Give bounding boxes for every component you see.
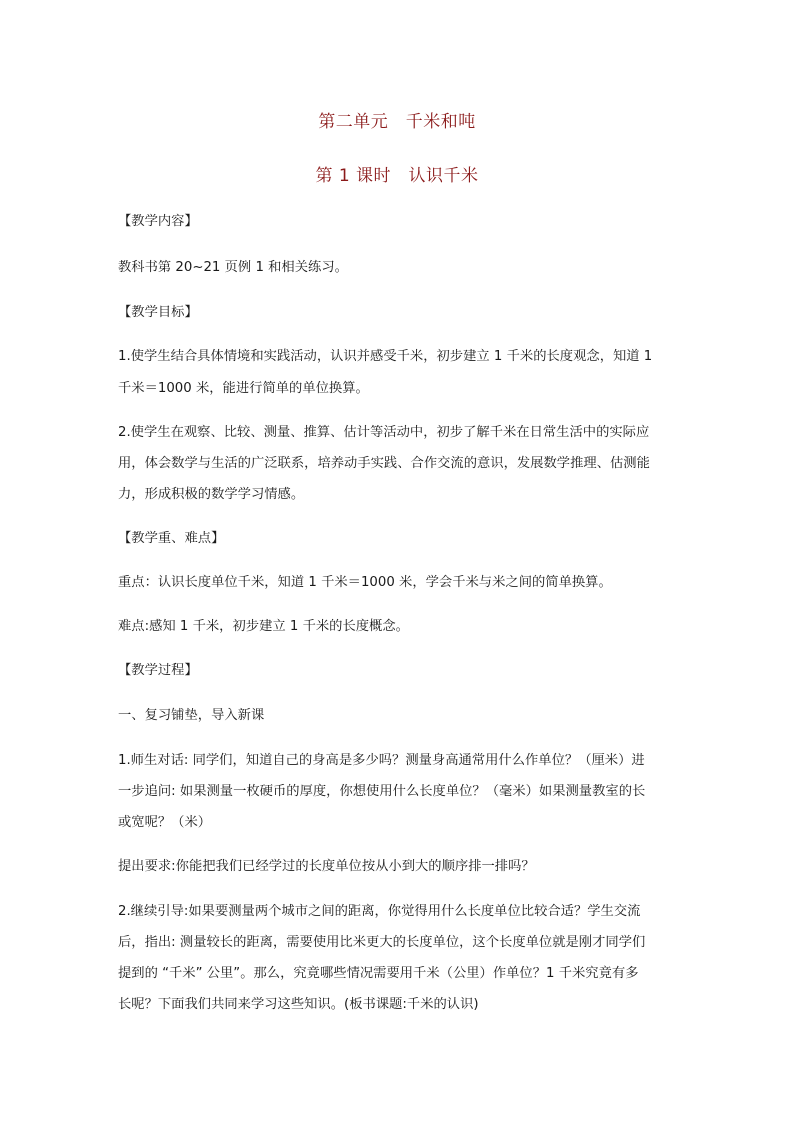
paragraph-line: 用，体会数学与生活的广泛联系，培养动手实践、合作交流的意识，发展数学推理、估测能 <box>118 456 650 471</box>
paragraph-line: 提出要求:你能把我们已经学过的长度单位按从小到大的顺序排一排吗？ <box>118 859 535 874</box>
paragraph-line: 后，指出: 测量较长的距离，需要使用比米更大的长度单位，这个长度单位就是刚才同学们 <box>118 935 646 950</box>
paragraph-line: 重点：认识长度单位千米，知道 1 千米＝1000 米，学会千米与米之间的简单换算。 <box>118 575 612 590</box>
paragraph-line: 长呢？下面我们共同来学习这些知识。(板书课题:千米的认识) <box>118 997 479 1012</box>
paragraph-line: 或宽呢？（米） <box>118 815 212 830</box>
heading-teaching-content: 【教学内容】 <box>118 214 198 229</box>
paragraph-line: 1.师生对话: 同学们，知道自己的身高是多少吗？测量身高通常用什么作单位？（厘米）进 <box>118 753 645 768</box>
paragraph-line: 2.继续引导:如果要测量两个城市之间的距离，你觉得用什么长度单位比较合适？学生交流 <box>118 904 641 919</box>
paragraph-line: 教科书第 20~21 页例 1 和相关练习。 <box>118 260 348 275</box>
paragraph-line: 1.使学生结合具体情境和实践活动，认识并感受千米，初步建立 1 千米的长度观念，知道 1 <box>118 349 653 364</box>
section-heading: 一、复习铺垫，导入新课 <box>118 708 265 723</box>
lesson-title: 第 1 课时 认识千米 <box>315 166 479 186</box>
heading-key-points: 【教学重、难点】 <box>118 531 225 546</box>
paragraph-line: 力，形成积极的数学学习情感。 <box>118 487 305 502</box>
paragraph-line: 提到的 “千米” 公里”。那么，究竟哪些情况需要用千米（公里）作单位？1 千米究竟有多 <box>118 966 639 981</box>
paragraph-line: 千米＝1000 米，能进行简单的单位换算。 <box>118 381 369 396</box>
heading-teaching-process: 【教学过程】 <box>118 663 198 678</box>
paragraph-line: 一步追问: 如果测量一枚硬币的厚度，你想使用什么长度单位？（毫米）如果测量教室的长 <box>118 784 646 799</box>
heading-teaching-goals: 【教学目标】 <box>118 305 198 320</box>
paragraph-line: 难点:感知 1 千米，初步建立 1 千米的长度概念。 <box>118 619 409 634</box>
paragraph-line: 2.使学生在观察、比较、测量、推算、估计等活动中，初步了解千米在日常生活中的实际应 <box>118 425 650 440</box>
unit-title: 第二单元 千米和吨 <box>318 112 476 132</box>
